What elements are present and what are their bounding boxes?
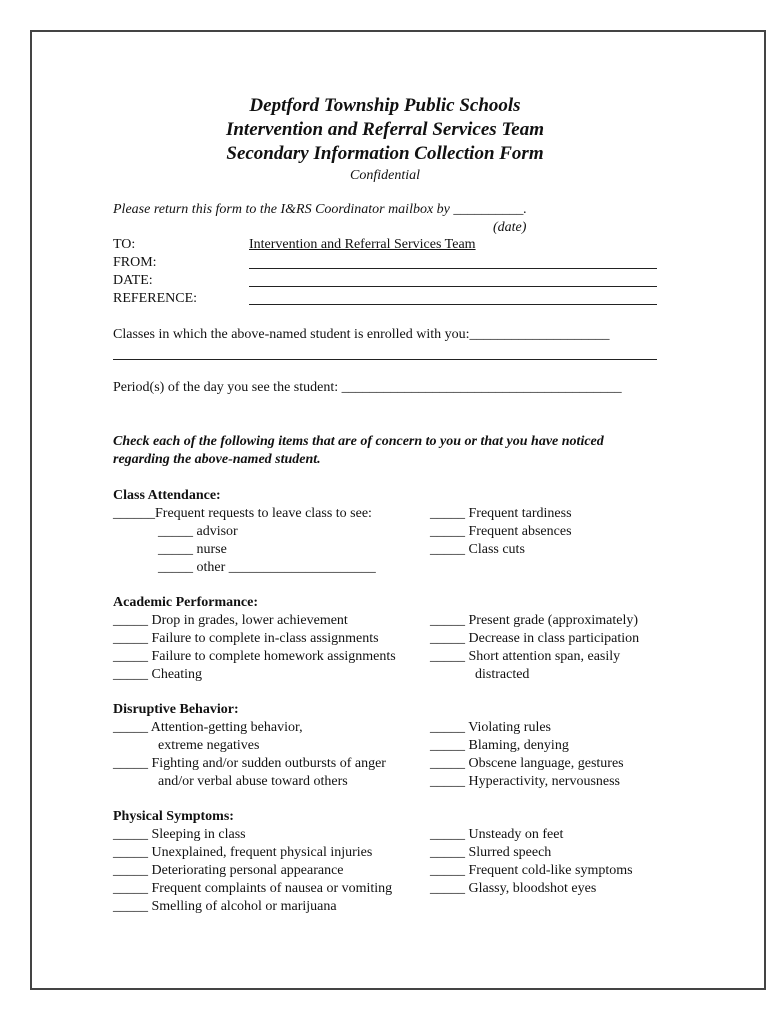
confidential-label: Confidential: [350, 168, 420, 183]
checklist-item[interactable]: _____ Obscene language, gestures: [430, 756, 624, 771]
instructions-line-2: regarding the above-named student.: [113, 452, 321, 467]
checklist-item[interactable]: _____ Frequent complaints of nausea or vomiting: [113, 881, 393, 896]
from-field[interactable]: [249, 268, 657, 269]
checklist-item[interactable]: _____ Deteriorating personal appearance: [113, 863, 344, 878]
checklist-item[interactable]: _____ nurse: [158, 542, 227, 557]
checklist-item[interactable]: _____ Frequent cold-like symptoms: [430, 863, 633, 878]
checklist-item[interactable]: _____ Present grade (approximately): [430, 613, 638, 628]
checklist-item[interactable]: _____ other _____________________: [158, 560, 376, 575]
team-name: Intervention and Referral Services Team: [225, 119, 545, 140]
date-label: DATE:: [113, 273, 153, 288]
physical-symptoms-heading: Physical Symptoms:: [113, 809, 234, 824]
checklist-item[interactable]: _____ Frequent tardiness: [430, 506, 572, 521]
date-caption: (date): [493, 220, 527, 235]
instructions-line-1: Check each of the following items that are of concern to you or that you have noticed: [113, 434, 604, 449]
checklist-item[interactable]: ______Frequent requests to leave class to see:: [113, 506, 372, 521]
checklist-item[interactable]: _____ Cheating: [113, 667, 203, 682]
checklist-item[interactable]: _____ Failure to complete in-class assignments: [113, 631, 379, 646]
checklist-item[interactable]: _____ Fighting and/or sudden outbursts of anger: [113, 756, 386, 771]
checklist-item[interactable]: _____ Attention-getting behavior,: [113, 720, 303, 735]
checklist-item[interactable]: _____ advisor: [158, 524, 238, 539]
reference-label: REFERENCE:: [113, 291, 198, 306]
checklist-item[interactable]: _____ Short attention span, easily: [430, 649, 621, 664]
period-field[interactable]: Period(s) of the day you see the student: ________________________________________: [113, 380, 622, 395]
from-label: FROM:: [113, 255, 157, 270]
form-title: Secondary Information Collection Form: [226, 143, 544, 164]
checklist-item[interactable]: _____ Failure to complete homework assignments: [113, 649, 396, 664]
checklist-item-continuation: and/or verbal abuse toward others: [158, 774, 348, 789]
checklist-item[interactable]: _____ Hyperactivity, nervousness: [430, 774, 620, 789]
checklist-item[interactable]: _____ Slurred speech: [430, 845, 552, 860]
checklist-item[interactable]: _____ Glassy, bloodshot eyes: [430, 881, 597, 896]
checklist-item[interactable]: _____ Class cuts: [430, 542, 525, 557]
checklist-item[interactable]: _____ Sleeping in class: [113, 827, 246, 842]
classes-field[interactable]: Classes in which the above-named student is enrolled with you:____________________: [113, 327, 610, 342]
checklist-item[interactable]: _____ Unsteady on feet: [430, 827, 564, 842]
checklist-item[interactable]: _____ Smelling of alcohol or marijuana: [113, 899, 337, 914]
to-value: Intervention and Referral Services Team: [249, 237, 476, 252]
to-label: TO:: [113, 237, 136, 252]
checklist-item-continuation: distracted: [475, 667, 530, 682]
academic-performance-heading: Academic Performance:: [113, 595, 258, 610]
class-attendance-heading: Class Attendance:: [113, 488, 221, 503]
date-field[interactable]: [249, 286, 657, 287]
checklist-item-continuation: extreme negatives: [158, 738, 260, 753]
checklist-item[interactable]: _____ Drop in grades, lower achievement: [113, 613, 348, 628]
disruptive-behavior-heading: Disruptive Behavior:: [113, 702, 239, 717]
form-header: [0, 94, 770, 186]
checklist-item[interactable]: _____ Violating rules: [430, 720, 552, 735]
checklist-item[interactable]: _____ Blaming, denying: [430, 738, 569, 753]
school-name: Deptford Township Public Schools: [249, 95, 521, 116]
classes-field-continuation[interactable]: [113, 359, 657, 360]
return-instructions: Please return this form to the I&RS Coordinator mailbox by __________.: [113, 202, 527, 217]
checklist-item[interactable]: _____ Unexplained, frequent physical injuries: [113, 845, 373, 860]
checklist-item[interactable]: _____ Decrease in class participation: [430, 631, 640, 646]
checklist-item[interactable]: _____ Frequent absences: [430, 524, 572, 539]
reference-field[interactable]: [249, 304, 657, 305]
